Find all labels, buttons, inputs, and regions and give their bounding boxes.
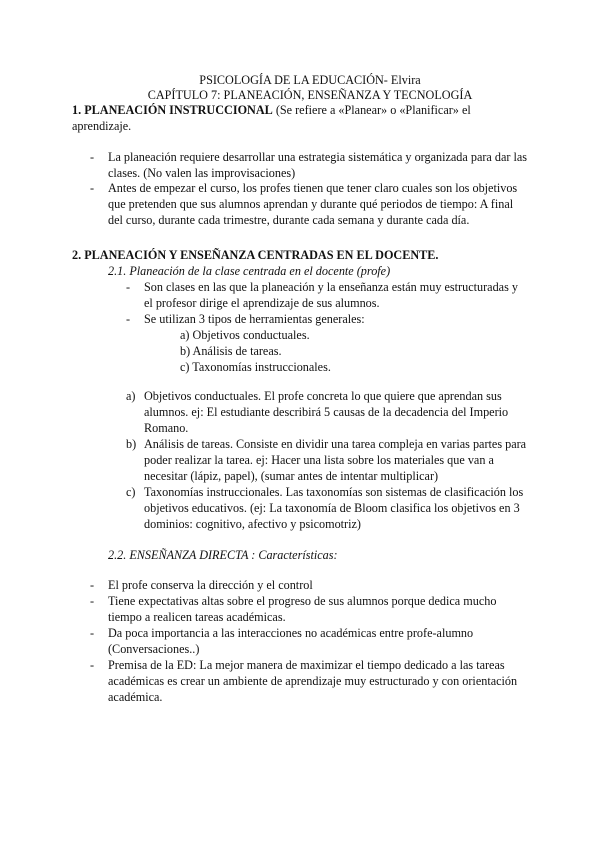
list-item-line: El profe conserva la dirección y el control — [108, 578, 313, 592]
bullet-dash: - — [90, 150, 95, 164]
list-item-line: el profesor dirige el aprendizaje de sus alumnos. — [144, 296, 380, 310]
list-item-line: clases. (No valen las improvisaciones) — [108, 166, 296, 180]
detail-line: Romano. — [144, 421, 189, 435]
bullet-dash: - — [90, 578, 95, 592]
detail-line: objetivos educativos. (ej: La taxonomía de Bloom clasifica los objetivos en 3 — [144, 501, 520, 515]
bullet-dash: - — [90, 626, 95, 640]
chapter-title: CAPÍTULO 7: PLANEACIÓN, ENSEÑANZA Y TECNOLOGÍA — [147, 88, 473, 102]
bullet-dash: - — [90, 658, 95, 672]
detail-line: Análisis de tareas. Consiste en dividir una tarea compleja en varias partes para — [144, 437, 527, 451]
list-item-line: La planeación requiere desarrollar una estrategia sistemática y organizada para dar las — [108, 150, 528, 164]
subsection-2-1-title: 2.1. Planeación de la clase centrada en el docente (profe) — [108, 264, 391, 278]
detail-marker: c) — [126, 485, 136, 499]
list-item-line: Da poca importancia a las interacciones no académicas entre profe-alumno — [108, 626, 474, 640]
list-item-line: Antes de empezar el curso, los profes tienen que tener claro cuales son los objetivos — [108, 181, 518, 195]
detail-marker: a) — [126, 389, 136, 403]
tool-item: b) Análisis de tareas. — [180, 344, 282, 358]
list-item-line: académica. — [108, 690, 163, 704]
bullet-dash: - — [90, 181, 95, 195]
bullet-dash: - — [126, 312, 131, 326]
list-item-line: Premisa de la ED: La mejor manera de maximizar el tiempo dedicado a las tareas — [108, 658, 505, 672]
detail-line: dominios: cognitivo, afectivo y psicomotriz) — [144, 517, 361, 531]
subsection-2-2-title: 2.2. ENSEÑANZA DIRECTA : Características: — [108, 548, 338, 562]
bullet-dash: - — [126, 280, 131, 294]
list-item-line: académicas es crear un ambiente de aprendizaje muy estructurado y con orientación — [108, 674, 518, 688]
section1-heading: 1. PLANEACIÓN INSTRUCCIONAL — [72, 103, 273, 117]
bullet-dash: - — [90, 594, 95, 608]
list-item-line: que pretenden que sus alumnos aprendan y durante qué periodos de tiempo: A final — [108, 197, 514, 211]
tool-item: c) Taxonomías instruccionales. — [180, 360, 331, 374]
list-item-line: (Conversaciones..) — [108, 642, 200, 656]
list-item-line: Son clases en las que la planeación y la enseñanza están muy estructuradas y — [144, 280, 518, 294]
section2-heading: 2. PLANEACIÓN Y ENSEÑANZA CENTRADAS EN EL DOCENTE. — [72, 248, 439, 262]
list-item-line: Tiene expectativas altas sobre el progreso de sus alumnos porque dedica mucho — [108, 594, 497, 608]
detail-line: alumnos. ej: El estudiante describirá 5 causas de la decadencia del Imperio — [144, 405, 509, 419]
list-item-line: del curso, durante cada trimestre, durante cada semana y durante cada día. — [108, 213, 470, 227]
detail-line: Objetivos conductuales. El profe concreta lo que quiere que aprendan sus — [144, 389, 502, 403]
tool-item: a) Objetivos conductuales. — [180, 328, 310, 342]
detail-line: necesitar (lápiz, papel), (sumar antes de intentar multiplicar) — [144, 469, 439, 483]
detail-line: poder realizar la tarea. ej: Hacer una lista sobre los materiales que van a — [144, 453, 494, 467]
detail-line: Taxonomías instruccionales. Las taxonomías son sistemas de clasificación los — [144, 485, 524, 499]
document-title: PSICOLOGÍA DE LA EDUCACIÓN- Elvira — [199, 73, 421, 87]
list-item-line: Se utilizan 3 tipos de herramientas generales: — [144, 312, 365, 326]
section1-heading-rest: (Se refiere a «Planear» o «Planificar» el — [272, 103, 471, 117]
section1-heading-cont: aprendizaje. — [72, 119, 132, 133]
section1-heading-line — [72, 103, 471, 118]
detail-marker: b) — [126, 437, 137, 451]
list-item-line: tiempo a realicen tareas académicas. — [108, 610, 286, 624]
